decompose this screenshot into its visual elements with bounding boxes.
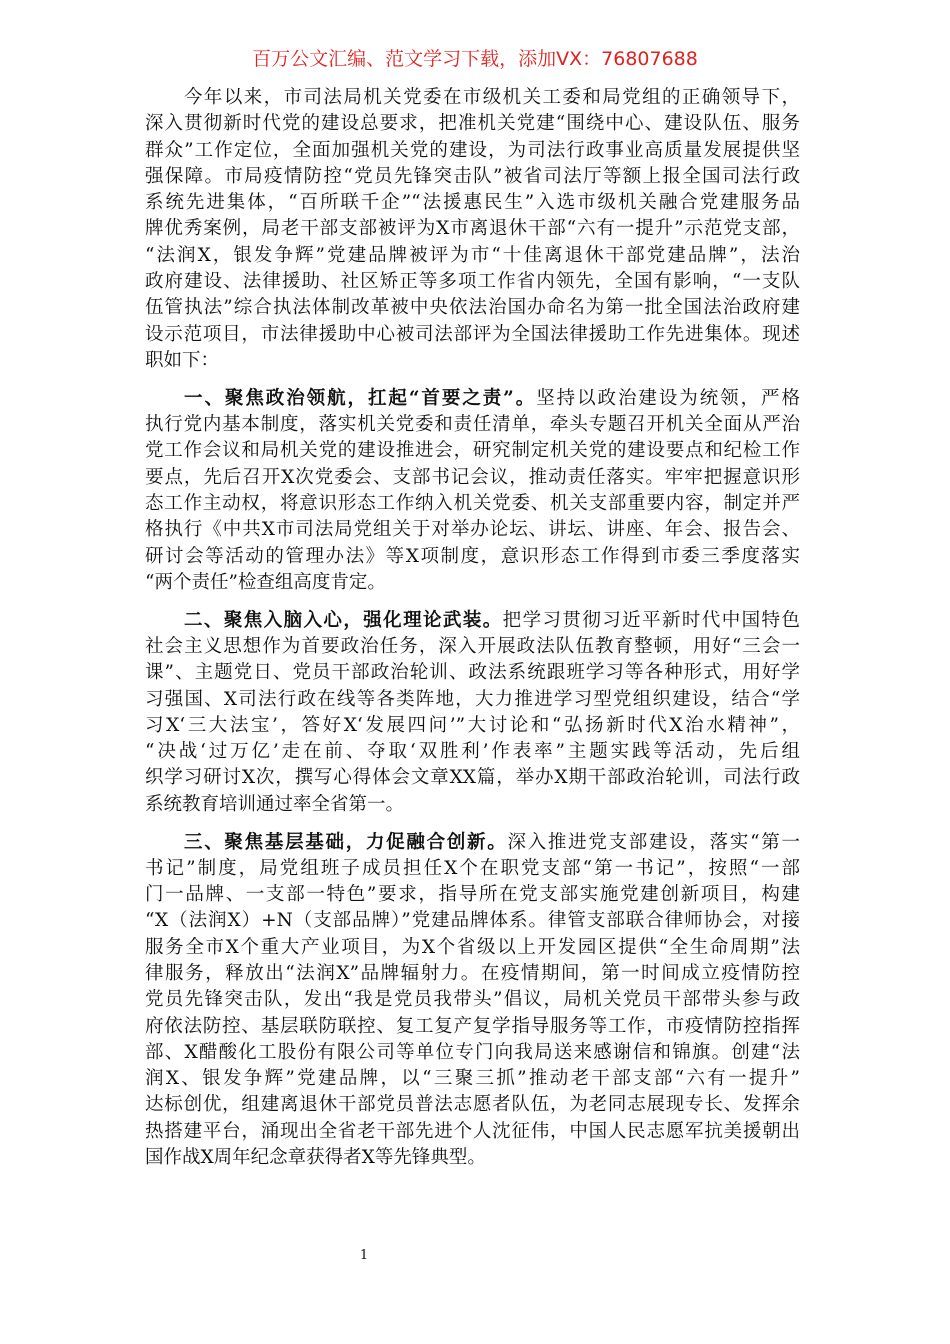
line-text: 系统先进集体，“百所联千企”“法援惠民生”入选市级机关融合党建服务品: [145, 192, 800, 214]
line-text: 府依法防控、基层联防联控、复工复产复学指导服务等工作，市疫情防控指挥: [145, 1015, 800, 1037]
line-text: 强保障。市局疫情防控“党员先锋突击队”被省司法厅等额上报全国司法行政: [145, 165, 800, 187]
line-text: 伍管执法”综合执法体制改革被中央依法治国办命名为第一批全国法治政府建: [145, 297, 800, 319]
line-text: 深入推进党支部建设，落实“第一: [507, 831, 800, 853]
line-text: 律服务，释放出“法润X”品牌辐射力。在疫情期间，第一时间成立疫情防控: [145, 963, 800, 984]
text-line: [145, 713, 800, 739]
section-heading: 二、聚焦入脑入心，强化理论武装。: [184, 609, 503, 631]
document-body: [145, 85, 800, 1183]
line-text: 坚持以政治建设为统领，严格: [536, 387, 800, 409]
text-line: [145, 935, 800, 961]
line-text: 今年以来，市司法局机关党委在市级机关工委和局党组的正确领导下，: [184, 87, 800, 108]
text-line: [145, 517, 800, 543]
line-text: 书记”制度，局党组班子成员担任X个在职党支部“第一书记”，按照“一部: [145, 857, 800, 879]
line-text: 社会主义思想作为首要政治任务，深入开展政法队伍教育整顿，用好“三会一: [145, 635, 800, 657]
line-text: 政府建设、法律援助、社区矫正等多项工作省内领先，全国有影响，“一支队: [145, 271, 800, 293]
line-text: 把学习贯彻习近平新时代中国特色: [502, 609, 800, 631]
text-line: [145, 570, 800, 596]
paragraph: [145, 830, 800, 1172]
text-line: [145, 765, 800, 791]
line-text: 国作战X周年纪念章获得者X等先锋典型。: [145, 1147, 486, 1169]
text-line: [145, 1066, 800, 1092]
text-line: [145, 1145, 800, 1171]
line-text: 热搭建平台，涌现出全省老干部先进个人沈征伟，中国人民志愿军抗美援朝出: [145, 1120, 800, 1142]
line-text: 润X、银发争辉”党建品牌，以“三聚三抓”推动老干部支部“六有一提升”: [145, 1068, 800, 1090]
text-line: [145, 348, 800, 374]
text-line: [145, 243, 800, 269]
line-text: 职如下：: [145, 349, 220, 371]
text-line: [145, 792, 800, 818]
text-line: [145, 412, 800, 438]
line-text: 格执行《中共X市司法局党组关于对举办论坛、讲坛、讲座、年会、报告会、: [145, 519, 800, 541]
text-line: [145, 465, 800, 491]
text-line: [145, 634, 800, 660]
line-text: 设示范项目，市法律援助中心被司法部评为全国法律援助工作先进集体。现述: [145, 323, 800, 345]
text-line: [145, 830, 800, 856]
text-line: [145, 164, 800, 190]
text-line: [145, 608, 800, 634]
text-line: [145, 856, 800, 882]
paragraph: [145, 386, 800, 596]
paragraph: [145, 85, 800, 374]
section-heading: 一、聚焦政治领航，扛起“首要之责”。: [184, 387, 537, 409]
text-line: [145, 386, 800, 412]
text-line: [145, 269, 800, 295]
text-line: [145, 961, 800, 987]
text-line: [145, 111, 800, 137]
text-line: [145, 544, 800, 570]
text-line: [145, 1040, 800, 1066]
line-text: 群众”工作定位，全面加强机关党的建设，为司法行政事业高质量发展提供坚: [145, 139, 800, 161]
text-line: [145, 138, 800, 164]
line-text: “X（法润X）+N（支部品牌）”党建品牌体系。律管支部联合律师协会，对接: [145, 910, 800, 932]
text-line: [145, 85, 800, 111]
text-line: [145, 660, 800, 686]
section-heading: 三、聚焦基层基础，力促融合创新。: [184, 831, 508, 853]
line-text: “两个责任”检查组高度肯定。: [145, 571, 386, 593]
text-line: [145, 1119, 800, 1145]
line-text: 织学习研讨X次，撰写心得体会文章XX篇，举办X期干部政治轮训，司法行政: [145, 767, 800, 789]
text-line: [145, 295, 800, 321]
line-text: 牌优秀案例，局老干部支部被评为X市离退休干部“六有一提升”示范党支部，: [145, 218, 800, 240]
line-text: 执行党内基本制度，落实机关党委和责任清单，牵头专题召开机关全面从严治: [145, 414, 800, 436]
page-number: 1: [359, 1248, 369, 1263]
text-line: [145, 322, 800, 348]
text-line: [145, 190, 800, 216]
text-line: [145, 987, 800, 1013]
text-line: [145, 687, 800, 713]
line-text: 党员先锋突击队，发出“我是党员我带头”倡议，局机关党员干部带头参与政: [145, 989, 800, 1011]
line-text: 门一品牌、一支部一特色”要求，指导所在党支部实施党建创新项目，构建: [145, 884, 800, 906]
text-line: [145, 1092, 800, 1118]
paragraph: [145, 608, 800, 818]
line-text: 部、X醋酸化工股份有限公司等单位专门向我局送来感谢信和锦旗。创建“法: [145, 1041, 800, 1063]
line-text: “法润X，银发争辉”党建品牌被评为市“十佳离退休干部党建品牌”，法治: [145, 244, 800, 266]
line-text: 要点，先后召开X次党委会、支部书记会议，推动责任落实。牢牢把握意识形: [145, 466, 800, 488]
text-line: [145, 216, 800, 242]
line-text: 研讨会等活动的管理办法》等X项制度，意识形态工作得到市委三季度落实: [145, 545, 800, 567]
line-text: 党工作会议和局机关党的建设推进会，研究制定机关党的建设要点和纪检工作: [145, 440, 800, 462]
line-text: 系统教育培训通过率全省第一。: [145, 793, 405, 815]
text-line: [145, 438, 800, 464]
text-line: [145, 491, 800, 517]
text-line: [145, 739, 800, 765]
line-text: 服务全市X个重大产业项目，为X个省级以上开发园区提供“全生命周期”法: [145, 936, 800, 958]
line-text: 达标创优，组建离退休干部党员普法志愿者队伍，为老同志展现专长、发挥余: [145, 1094, 800, 1116]
line-text: 深入贯彻新时代党的建设总要求，把准机关党建“围绕中心、建设队伍、服务: [145, 113, 800, 135]
line-text: 习X‘三大法宝’，答好X‘发展四问’”大讨论和“弘扬新时代X治水精神”，: [145, 714, 800, 736]
text-line: [145, 908, 800, 934]
text-line: [145, 1014, 800, 1040]
text-line: [145, 882, 800, 908]
watermark-banner: 百万公文汇编、范文学习下载，添加VX：76807688: [252, 48, 698, 70]
line-text: 课”、主题党日、党员干部政治轮训、政法系统跟班学习等各种形式，用好学: [145, 662, 800, 684]
line-text: 态工作主动权，将意识形态工作纳入机关党委、机关支部重要内容，制定并严: [145, 492, 800, 514]
line-text: “决战‘过万亿’走在前、夺取‘双胜利’作表率”主题实践等活动，先后组: [145, 741, 800, 763]
line-text: 习强国、X司法行政在线等各类阵地，大力推进学习型党组织建设，结合“学: [145, 688, 800, 710]
